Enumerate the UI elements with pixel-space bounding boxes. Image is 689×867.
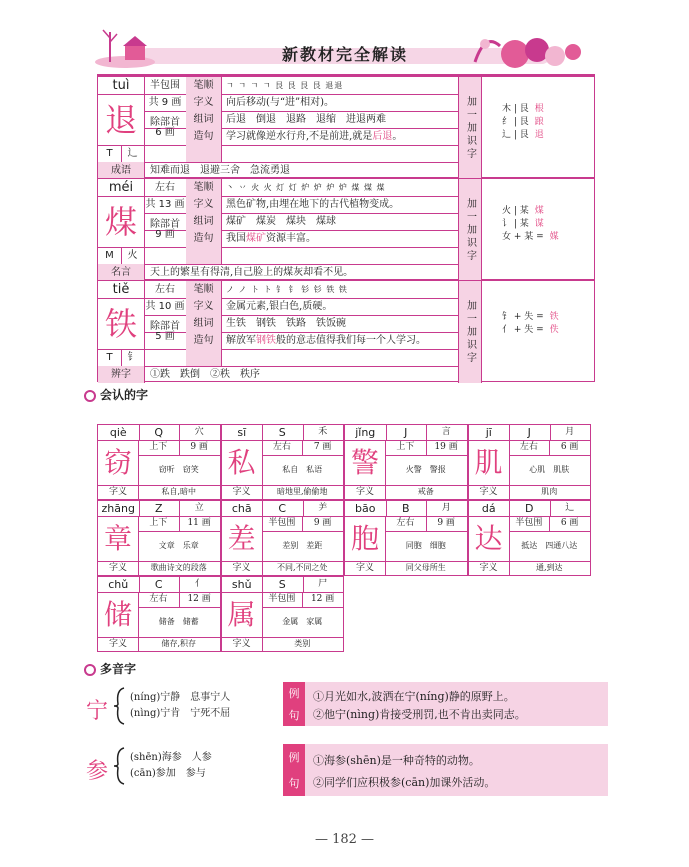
extra-label: 辨字 [111,368,131,380]
card-pinyin: dá [481,502,496,515]
card-meaning-label: 字义 [108,486,127,497]
recognize-char-card [97,500,221,576]
example-box [283,682,608,726]
card-count: 7 画 [313,442,332,452]
recognize-char-card [468,500,592,576]
card-char: 胞 [350,521,379,555]
card-meaning-label: 字义 [479,562,498,573]
card-structure: 半包围 [268,518,296,528]
example-box [283,744,608,796]
card-meaning-label: 字义 [108,638,127,649]
main-char: 铁 [104,304,137,343]
radical-label: 除部首 [150,117,180,128]
recognition-formulas [502,103,602,142]
recognize-char-card [221,576,345,652]
char-block [97,178,595,280]
char-pinyin: tiě [112,282,130,297]
card-radical: 月 [441,503,451,513]
card-count: 12 画 [310,594,335,604]
recognize-char-card [221,500,345,576]
extra-label: 成语 [111,164,131,176]
card-radical: 立 [194,503,204,513]
card-letter: Q [154,426,164,439]
section-recognize-label: 会认的字 [100,388,149,402]
formula: 辶 | 艮 [502,130,529,140]
magnifier-icon [84,390,96,402]
index-radical: 火 [127,249,138,261]
radical-count: 6 画 [155,127,175,138]
grid-line [481,179,482,281]
page-title: 新教材完全解读 [281,45,408,64]
card-radical: 月 [565,427,575,437]
index-letter: T [106,351,113,363]
poly-reading: (shēn)海参 人参 [130,752,212,763]
card-radical: 禾 [318,427,328,437]
formula: 火 | 某 [502,206,529,216]
meaning: 金属元素,银白色,质硬。 [226,300,333,312]
formula: 木 | 艮 [502,104,529,114]
example-tag-char: 句 [288,777,300,790]
card-structure: 左右 [272,442,291,452]
field-label: 字义 [193,300,214,312]
card-letter: C [278,502,287,515]
sentence-part: 解放军 [226,335,256,346]
char-block [97,76,595,178]
words: 后退 倒退 退路 退缩 进退两难 [226,113,386,125]
side-label: 加一加识字 [459,179,481,281]
formula-result: 煤 [534,206,544,216]
card-structure: 上下 [149,518,168,528]
card-char: 肌 [474,445,503,479]
card-count: 6 画 [560,442,579,452]
card-count: 9 画 [313,518,332,528]
grid-line [121,247,122,264]
card-count: 11 画 [187,518,211,528]
field-label: 组词 [193,317,214,329]
recognize-char-card [468,424,592,500]
card-pinyin: shǔ [231,578,252,591]
example-tag-char: 例 [288,751,300,764]
field-label: 笔顺 [193,79,214,91]
card-meaning-label: 字义 [232,638,251,649]
meaning: 向后移动(与“进”相对)。 [226,96,335,108]
card-words: 火警 警报 [405,465,446,474]
radical-count: 5 画 [155,331,175,342]
grid-line [481,77,482,179]
card-structure: 左右 [519,442,538,452]
card-letter: B [401,502,410,515]
card-meaning-label: 字义 [355,562,374,573]
card-count: 9 画 [437,518,455,528]
card-meaning: 通,到达 [535,563,563,572]
field-label: 组词 [193,113,214,125]
card-words: 储备 储蓄 [158,617,199,626]
card-pinyin: qiè [109,426,127,439]
formula: 讠 | 某 [502,219,529,229]
card-char: 储 [103,597,132,631]
poly-reading: (nìng)宁肯 宁死不屈 [130,708,231,719]
card-radical: 辶 [565,503,575,513]
field-label: 笔顺 [193,283,214,295]
card-letter: S [278,578,286,591]
page-number: — 182 — [314,832,375,847]
card-meaning-label: 字义 [232,486,251,497]
poly-reading: (níng)宁静 息事宁人 [130,692,231,703]
grid-line [221,77,222,162]
grid-line [98,94,144,95]
card-radical: ⺶ [318,503,328,513]
card-char: 差 [227,521,256,555]
card-structure: 上下 [149,442,168,452]
section-poly-heading [84,660,136,677]
extra-text: ①跌 跌倒 ②秩 秩序 [150,368,260,380]
words: 生铁 钢铁 铁路 铁饭碗 [226,317,346,329]
index-letter: T [106,147,113,159]
field-label: 造句 [193,232,214,244]
card-letter: S [278,426,286,439]
main-char: 煤 [104,202,137,241]
card-pinyin: bāo [355,502,376,515]
formula: 亻 + 失 = [502,325,544,335]
formula-line [502,218,602,231]
card-meaning: 不同,不同之处 [276,563,328,572]
example-tag [283,744,305,796]
structure: 左右 [155,181,175,193]
grid-line [144,162,145,179]
formula-line [502,205,602,218]
card-words: 私自 私语 [282,465,323,474]
stroke-count: 共 13 画 [145,198,185,210]
card-structure: 半包围 [268,594,296,604]
side-label: 加一加识字 [459,77,481,179]
formula-result: 媒 [549,232,559,242]
section-recognize-heading [84,386,148,403]
magnifier-icon [84,664,96,676]
example-tag [283,682,305,726]
card-radical: 亻 [194,579,204,589]
grid-line [481,281,482,383]
formula-line [502,129,602,142]
card-char: 章 [103,521,132,555]
sentence-part: 资源丰富。 [266,233,316,244]
structure: 左右 [155,283,175,295]
card-structure: 左右 [149,594,168,604]
sentence-highlight: 后退 [372,131,393,142]
card-meaning-label: 字义 [108,562,127,573]
recognize-char-card [344,424,468,500]
card-letter: Z [154,502,163,515]
recognize-char-card [344,500,468,576]
side-label: 加一加识字 [459,281,481,383]
card-count: 19 画 [434,442,458,452]
grid-line [221,179,222,264]
card-char: 达 [474,521,503,555]
card-meaning: 类别 [294,639,311,648]
recognition-formulas [502,205,602,244]
example-sentence: ②他宁(nìng)肯接受刑罚,也不肯出卖同志。 [313,708,526,721]
card-char: 属 [227,597,256,631]
sentence-part: 学习就像逆水行舟,不是前进,就是 [226,131,373,142]
card-words: 同胞 细胞 [405,541,446,550]
grid-line [144,264,145,281]
meaning: 黑色矿物,由埋在地下的古代植物变成。 [226,198,400,210]
extra-label: 名言 [111,266,131,278]
example-sentence: ①海参(shēn)是一种奇特的动物。 [313,754,480,767]
sentence [226,332,455,366]
card-pinyin: chǔ [108,578,129,591]
sentence-part: 我国 [226,233,246,244]
card-pinyin: zhāng [101,502,135,515]
formula: 钅 + 失 = [502,312,544,322]
radical-label: 除部首 [150,219,180,230]
card-meaning-label: 字义 [479,486,498,497]
card-meaning: 歌曲诗文的段落 [150,563,207,572]
recognize-char-card [97,424,221,500]
recognize-char-card [221,424,345,500]
card-letter: D [525,502,534,515]
sentence-highlight: 煤矿 [246,233,266,244]
formula-result: 佚 [549,325,559,335]
extra-text: 天上的繁星有得清,自己脸上的煤灰却看不见。 [150,266,354,278]
card-meaning: 肌肉 [541,487,558,496]
card-words: 金属 家属 [282,617,323,626]
brace-icon [112,746,126,786]
field-label: 组词 [193,215,214,227]
formula-result: 退 [534,130,544,140]
formula-line [502,324,602,337]
card-pinyin: jǐng [355,426,376,439]
grid-line [98,196,144,197]
index-letter: M [105,249,114,261]
poly-char: 参 [86,759,109,784]
formula-line [502,231,602,244]
field-label: 字义 [193,96,214,108]
card-pinyin: chā [231,502,252,515]
sentence-part: 。 [392,131,403,142]
poly-reading: (cān)参加 参与 [130,768,206,779]
card-meaning-label: 字义 [232,562,251,573]
section-poly-label: 多音字 [100,662,137,676]
sentence-part: 般的意志值得我们每一个人学习。 [276,335,426,346]
formula-result: 铁 [549,312,559,322]
field-label: 造句 [193,130,214,142]
char-pinyin: méi [108,180,134,195]
poly-char: 宁 [86,699,109,724]
grid-line [98,298,144,299]
radical-label: 除部首 [150,321,180,332]
card-structure: 左右 [396,518,415,528]
grid-line [221,281,222,366]
stroke-order: 丶 丷 火 火 灯 灯 炉 炉 炉 炉 煤 煤 煤 [226,182,386,192]
card-letter: J [404,426,408,439]
card-char: 私 [227,445,256,479]
formula: 女 + 某 = [502,232,544,242]
formula-line [502,311,602,324]
extra-text: 知难而退 退避三舍 急流勇退 [150,164,290,176]
card-pinyin: sī [237,426,247,439]
card-words: 窃听 窃笑 [158,465,199,474]
card-meaning: 储存,积存 [161,639,197,648]
sentence [226,230,455,264]
formula-result: 根 [534,104,544,114]
field-label: 笔顺 [193,181,214,193]
card-meaning: 暗地里,偷偷地 [276,487,328,496]
sentence-highlight: 钢铁 [256,335,276,346]
formula-result: 踉 [534,117,544,127]
example-tag-char: 句 [288,709,300,722]
stroke-count: 共 10 画 [145,300,185,312]
card-radical: 尸 [318,579,328,589]
stroke-count: 共 9 画 [148,96,182,108]
card-radical: 言 [441,427,451,437]
words: 煤矿 煤炭 煤块 煤球 [226,215,336,227]
index-radical: 辶 [127,147,138,159]
formula-line [502,116,602,129]
stroke-order: ノ ノ ト ト 钅 钅 钐 钐 铁 铁 [226,284,348,294]
card-words: 差别 差距 [282,541,323,550]
formula-result: 谋 [534,219,544,229]
card-pinyin: jī [485,426,492,439]
card-letter: C [154,578,163,591]
card-meaning: 私自,暗中 [161,487,197,496]
formula: 纟 | 艮 [502,117,529,127]
card-words: 心肌 肌肤 [529,465,570,474]
radical-count: 9 画 [155,229,175,240]
brace-icon [112,686,126,726]
sentence [226,128,455,162]
card-count: 12 画 [187,594,211,604]
example-sentence: ②同学们应积极参(cān)加课外活动。 [313,776,496,789]
card-count: 6 画 [560,518,579,528]
char-block [97,280,595,382]
field-label: 造句 [193,334,214,346]
recognition-formulas [502,311,602,337]
index-radical: 钅 [127,351,138,363]
main-char: 退 [104,100,137,139]
recognize-char-card [97,576,221,652]
card-radical: 穴 [194,427,204,437]
card-letter: J [527,426,531,439]
card-meaning: 同父母所生 [405,563,446,572]
card-char: 窃 [103,445,132,479]
formula-line [502,103,602,116]
field-label: 字义 [193,198,214,210]
card-meaning: 戒备 [417,487,434,496]
grid-line [121,349,122,366]
house-tree-decoration-icon [85,24,155,68]
card-structure: 上下 [396,442,415,452]
stroke-order: ㄱ ㄱ ㄱ ㄱ 艮 艮 艮 艮 退退 [226,80,344,90]
card-words: 抵达 四通八达 [521,541,578,550]
card-meaning-label: 字义 [355,486,374,497]
flower-decoration-icon [455,22,595,70]
example-sentence: ①月光如水,波洒在宁(níng)静的原野上。 [313,690,515,703]
grid-line [121,145,122,162]
structure: 半包围 [150,79,180,91]
grid-line [144,366,145,383]
char-pinyin: tuì [112,78,130,93]
card-structure: 半包围 [515,518,543,528]
card-words: 文章 乐章 [158,541,199,550]
card-char: 警 [350,445,379,479]
card-count: 9 画 [190,442,208,452]
example-tag-char: 例 [288,687,300,700]
